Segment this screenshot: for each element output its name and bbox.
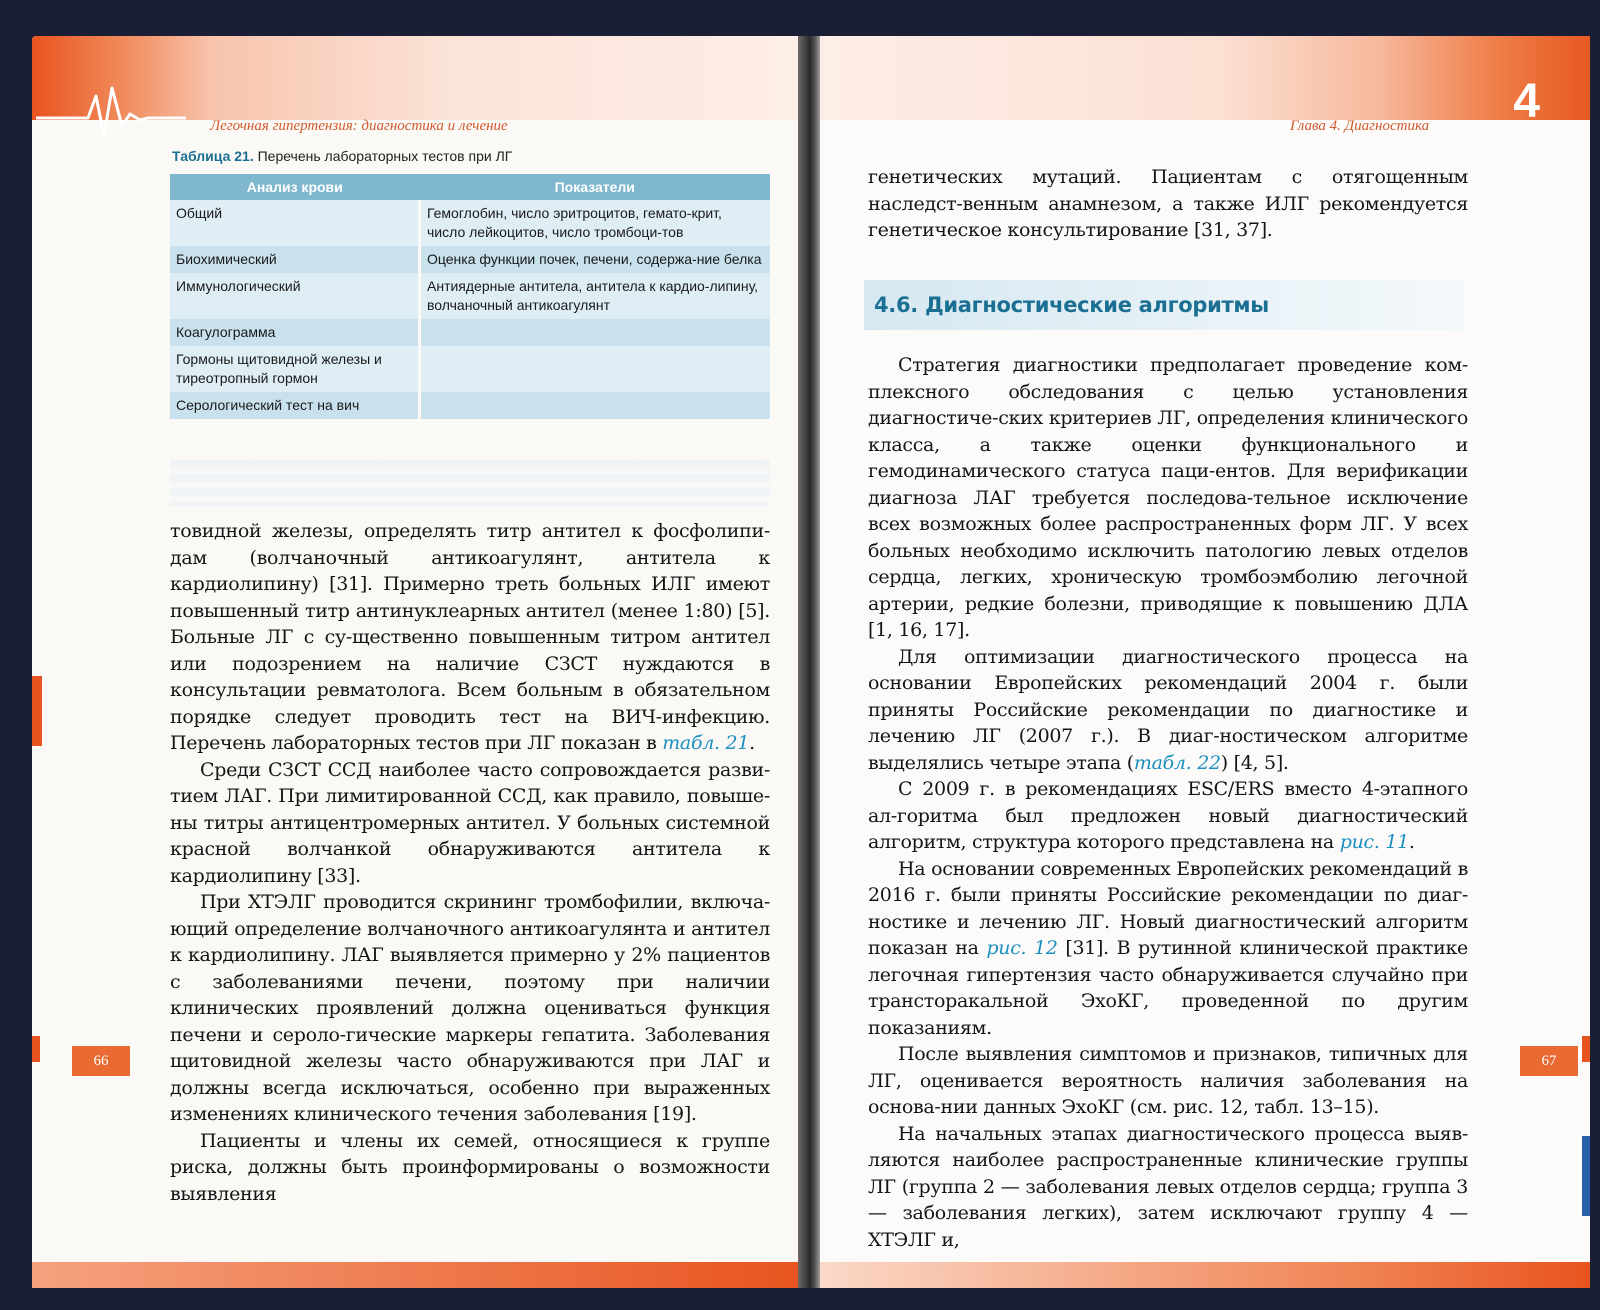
table-cell bbox=[420, 392, 771, 419]
heartbeat-icon bbox=[36, 76, 186, 146]
paragraph: После выявления симптомов и признаков, типичных для ЛГ, оценивается вероятность наличия заболевания на основа-нии данных ЭхоКГ (см. рис. 12, табл. 13–15). bbox=[868, 1043, 1468, 1118]
table-header-cell: Анализ крови bbox=[170, 174, 420, 200]
right-top-text bbox=[868, 164, 1468, 244]
figure-reference-link[interactable]: рис. 12 bbox=[986, 937, 1058, 959]
section-title: 4.6. Диагностические алгоритмы bbox=[874, 293, 1269, 317]
paragraph: Среди СЗСТ ССД наиболее часто сопровождается разви-тием ЛАГ. При лимитированной ССД, как правило, повыше-ны титры антицентромерных антител. У больных системной красной волчанкой обнаруживаются антитела к кардиолипину [33]. bbox=[170, 758, 770, 887]
paragraph-text: . bbox=[749, 732, 755, 754]
right-page bbox=[820, 36, 1590, 1288]
figure-reference-link[interactable]: рис. 11 bbox=[1339, 831, 1409, 853]
table-cell: Гемоглобин, число эритроцитов, гемато-крит, число лейкоцитов, число тромбоци-тов bbox=[420, 200, 771, 246]
paragraph bbox=[868, 856, 1468, 1042]
paragraph: Пациенты и члены их семей, относящиеся к группе риска, должны быть проинформированы о возможности выявления bbox=[170, 1129, 770, 1205]
paragraph bbox=[868, 644, 1468, 777]
section-heading bbox=[864, 280, 1464, 330]
table-cell: Антиядерные антитела, антитела к кардио-липину, волчаночный антикоагулянт bbox=[420, 273, 771, 319]
lab-tests-table bbox=[170, 174, 770, 419]
table-row bbox=[170, 319, 770, 346]
paragraph-text: [31]. В рутинной клинической практике легочная гипертензия часто обнаруживается случайно при трансторакальной ЭхоКГ, проведенной по другим показаниям. bbox=[868, 937, 1468, 1039]
paragraph bbox=[868, 776, 1468, 856]
footer-band bbox=[820, 1262, 1590, 1288]
paragraph: генетических мутаций. Пациентам с отягощенным наследст-венным анамнезом, а также ИЛГ рекомендуется генетическое консультирование [31, 37]. bbox=[868, 166, 1468, 241]
paragraph-text: На основании современных Европейских рекомендаций в 2016 г. были приняты Российские рекомендации по диаг-ностике и лечению ЛГ. Новый диагностический алгоритм показан на bbox=[868, 857, 1468, 959]
edge-marker bbox=[1582, 1036, 1590, 1062]
chapter-number: 4 bbox=[1513, 75, 1540, 128]
table-cell: Иммунологический bbox=[170, 273, 420, 319]
running-head: Легочная гипертензия: диагностика и лечение bbox=[210, 118, 508, 134]
table-reference-link[interactable]: табл. 22 bbox=[1133, 751, 1221, 774]
table-reference-link[interactable]: табл. 21 bbox=[662, 732, 750, 754]
table-row bbox=[170, 392, 770, 419]
left-body-text bbox=[170, 518, 770, 1207]
running-head: Глава 4. Диагностика bbox=[1290, 118, 1430, 134]
paragraph-text: Для оптимизации диагностического процесса на основании Европейских рекомендаций 2004 г. были приняты Российские рекомендации по диагностике и лечению ЛГ (2007 г.). В диаг-ностическом алгоритме выделялись четыре этапа ( bbox=[868, 645, 1468, 774]
paragraph-text: С 2009 г. в рекомендациях ESC/ERS вместо 4-этапного ал-горитма был предложен новый диагностический алгоритм, структура которого представлена на bbox=[868, 778, 1468, 853]
table-caption-text: Перечень лабораторных тестов при ЛГ bbox=[253, 148, 513, 164]
table-header-cell: Показатели bbox=[420, 174, 771, 200]
paragraph: При ХТЭЛГ проводится скрининг тромбофилии, включа-ющий определение волчаночного антикоагулянта и антител к кардиолипину. ЛАГ выявляется примерно у 2% пациентов с заболеваниями печени, поэтому при наличии клинических проявлений должна оцениваться функция печени и сероло-гические маркеры гепатита. Заболевания щитовидной железы часто обнаруживаются при ЛАГ и должны всегда исключаться, особенно при выраженных изменениях клинического течения заболевания [19]. bbox=[170, 891, 770, 1125]
paragraph bbox=[170, 518, 770, 757]
table-cell: Оценка функции почек, печени, содержа-ние белка bbox=[420, 246, 771, 273]
table-cell: Биохимический bbox=[170, 246, 420, 273]
table-row bbox=[170, 246, 770, 273]
table-cell: Серологический тест на вич bbox=[170, 392, 420, 419]
header-band bbox=[820, 36, 1590, 120]
table-row bbox=[170, 346, 770, 392]
edge-marker bbox=[32, 1036, 40, 1062]
table-cell: Общий bbox=[170, 200, 420, 246]
edge-marker bbox=[1582, 1136, 1590, 1216]
table-row bbox=[170, 200, 770, 246]
left-page bbox=[32, 36, 802, 1288]
footer-band bbox=[32, 1262, 802, 1288]
paragraph-text: товидной железы, определять титр антител к фосфолипи-дам (волчаночный антикоагулянт, антитела к кардиолипину) [31]. Примерно треть больных ИЛГ имеют повышенный титр антинуклеарных антител (менее 1:80) [5]. Больные ЛГ с су-щественно повышенным титром антител или подозрением на наличие СЗСТ нуждаются в консультации ревматолога. Всем больным в обязательном порядке следует проводить тест на ВИЧ-инфекцию. Перечень лабораторных тестов при ЛГ показан в bbox=[170, 520, 770, 754]
table-cell: Коагулограмма bbox=[170, 319, 420, 346]
table-cell: Гормоны щитовидной железы и тиреотропный гормон bbox=[170, 346, 420, 392]
table-cell bbox=[420, 319, 771, 346]
show-through-text bbox=[170, 460, 770, 506]
right-body-text bbox=[868, 352, 1468, 1253]
edge-marker bbox=[32, 676, 42, 746]
paragraph-text: . bbox=[1408, 831, 1415, 853]
paragraph: На начальных этапах диагностического процесса выяв-ляются наиболее распространенные клинические группы ЛГ (группа 2 — заболевания левых отделов сердца; группа 3 — заболевания легких), затем исключают группу 4 — ХТЭЛГ и, bbox=[868, 1122, 1468, 1251]
paragraph-text: ) [4, 5]. bbox=[1220, 751, 1289, 774]
paragraph: Стратегия диагностики предполагает проведение ком-плексного обследования с целью установления диагностиче-ских критериев ЛГ, определения клинического класса, а также оценки функционального и гемодинамического статуса паци-ентов. Для верификации диагноза ЛАГ требуется последова-тельное исключение всех возможных более распространенных форм ЛГ. У всех больных необходимо исключить патологию левых отделов сердца, легких, хроническую тромбоэмболию легочной артерии, редкие болезни, приводящие к повышению ДЛА [1, 16, 17]. bbox=[868, 354, 1468, 641]
table-caption bbox=[172, 148, 512, 164]
table-row bbox=[170, 273, 770, 319]
page-number: 66 bbox=[72, 1046, 130, 1076]
page-number: 67 bbox=[1520, 1046, 1578, 1076]
table-caption-label: Таблица 21. bbox=[172, 148, 254, 164]
table-cell bbox=[420, 346, 771, 392]
